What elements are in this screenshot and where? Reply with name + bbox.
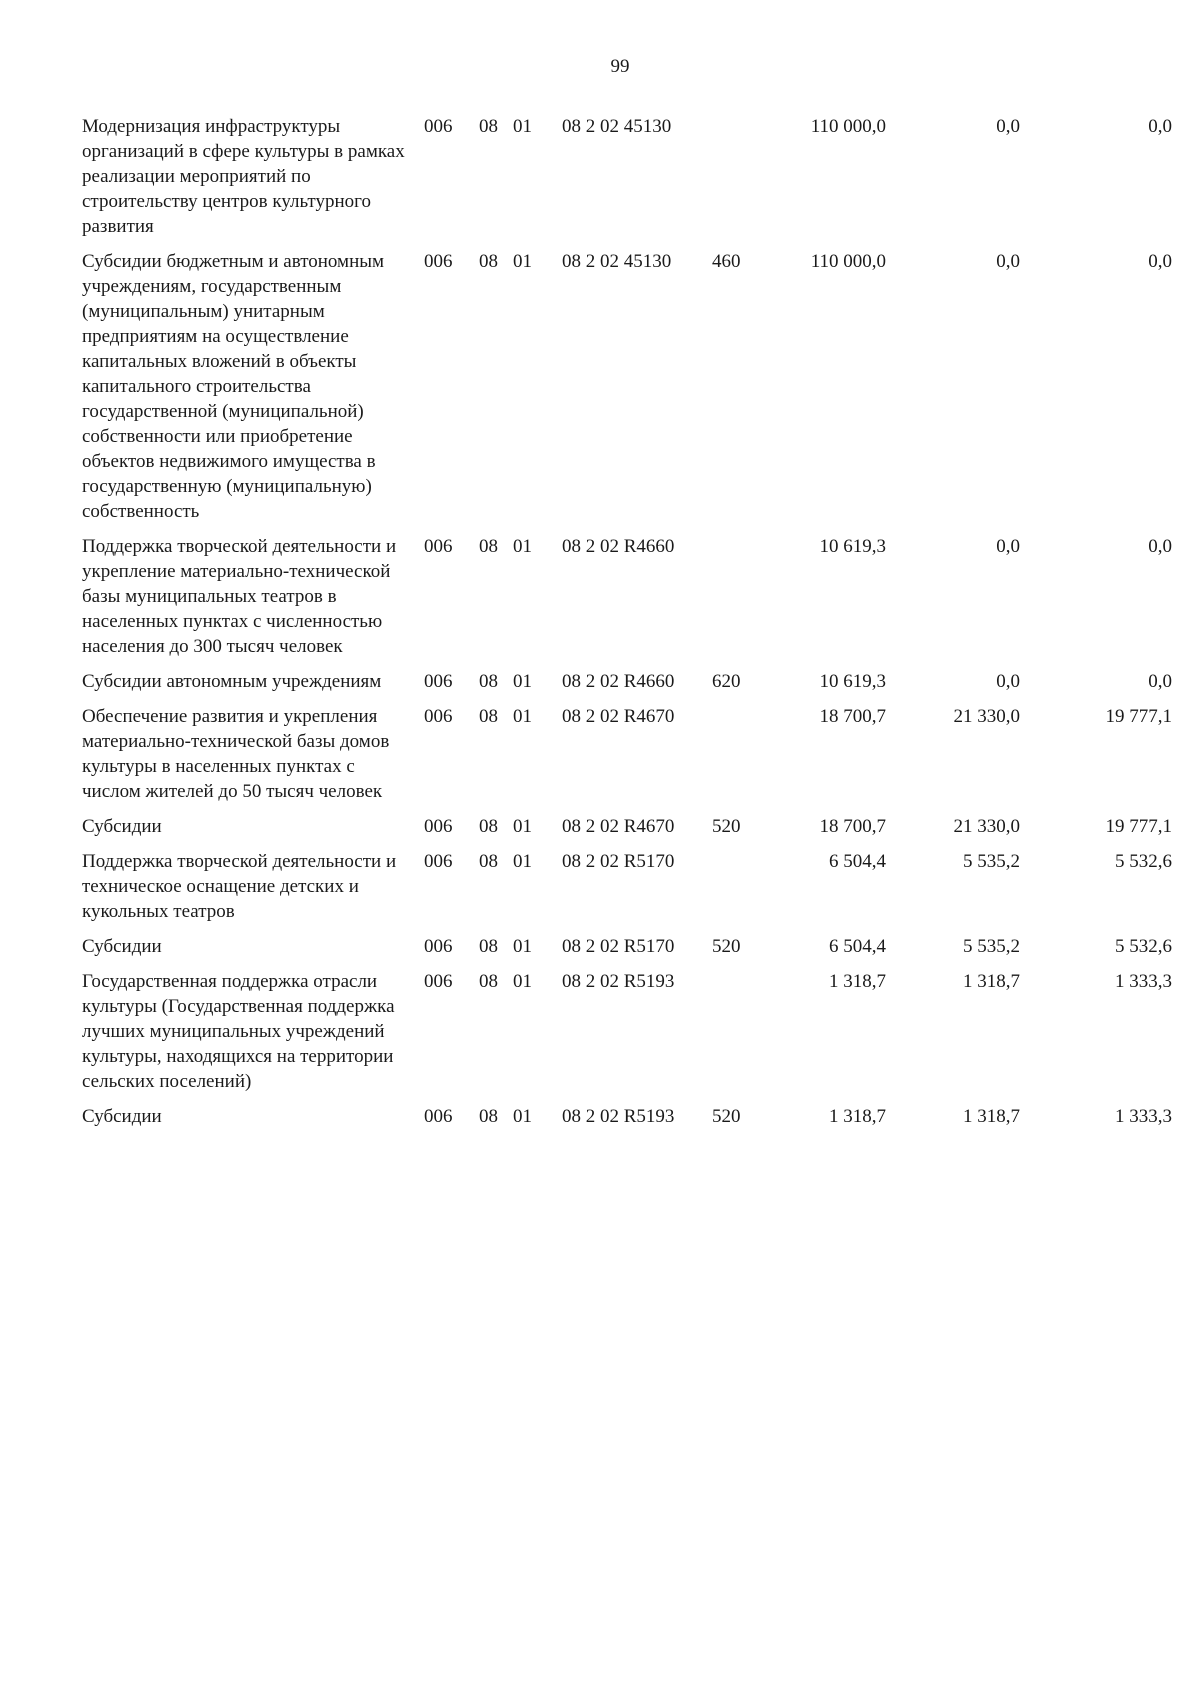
budget-table [82,112,1172,1137]
amount-year-2: 0,0 [996,671,1020,692]
expense-type-code: 520 [712,816,741,837]
expense-type-code: 520 [712,1106,741,1127]
amount-year-2: 21 330,0 [953,816,1020,837]
amount-year-3: 5 532,6 [1115,851,1172,872]
subsection-code: 01 [513,706,532,727]
target-article-code: 08 2 02 45130 [562,116,672,137]
table-row [82,932,1172,959]
admin-code: 006 [424,671,453,692]
row-name: Государственная поддержка отрасли культуры (Государственная поддержка лучших муниципальных учреждений культуры, находящихся на территории сельских поселений) [82,971,395,1092]
amount-year-3: 0,0 [1148,536,1172,557]
amount-year-1: 110 000,0 [810,116,886,137]
section-code: 08 [479,251,498,272]
table-row [82,1102,1172,1129]
amount-year-2: 5 535,2 [963,936,1020,957]
section-code: 08 [479,116,498,137]
amount-year-2: 0,0 [996,116,1020,137]
amount-year-3: 0,0 [1148,116,1172,137]
expense-type-code: 620 [712,671,741,692]
table-row [82,112,1172,239]
page-number: 99 [610,56,630,77]
amount-year-3: 0,0 [1148,251,1172,272]
target-article-code: 08 2 02 R4660 [562,671,675,692]
subsection-code: 01 [513,1106,532,1127]
amount-year-1: 18 700,7 [819,706,886,727]
table-row [82,667,1172,694]
row-name: Субсидии [82,1106,162,1127]
section-code: 08 [479,971,498,992]
section-code: 08 [479,851,498,872]
section-code: 08 [479,536,498,557]
table-row [82,702,1172,804]
section-code: 08 [479,706,498,727]
table-row [82,847,1172,924]
row-name: Субсидии бюджетным и автономным учреждениям, государственным (муниципальным) унитарным предприятиям на осуществление капитальных вложений в объекты капитального строительства государственной (муниципальной) собственности или приобретение объектов недвижимого имущества в государственную (муниципальную) собственность [82,251,385,522]
target-article-code: 08 2 02 R5170 [562,851,675,872]
amount-year-3: 0,0 [1148,671,1172,692]
subsection-code: 01 [513,116,532,137]
target-article-code: 08 2 02 R4660 [562,536,675,557]
amount-year-1: 1 318,7 [829,1106,886,1127]
amount-year-1: 1 318,7 [829,971,886,992]
table-row [82,247,1172,524]
subsection-code: 01 [513,936,532,957]
admin-code: 006 [424,251,453,272]
amount-year-2: 5 535,2 [963,851,1020,872]
section-code: 08 [479,816,498,837]
amount-year-3: 1 333,3 [1115,1106,1172,1127]
amount-year-3: 1 333,3 [1115,971,1172,992]
admin-code: 006 [424,816,453,837]
amount-year-1: 18 700,7 [819,816,886,837]
subsection-code: 01 [513,251,532,272]
admin-code: 006 [424,706,453,727]
section-code: 08 [479,1106,498,1127]
admin-code: 006 [424,851,453,872]
section-code: 08 [479,936,498,957]
subsection-code: 01 [513,671,532,692]
subsection-code: 01 [513,816,532,837]
amount-year-2: 0,0 [996,251,1020,272]
row-name: Поддержка творческой деятельности и укрепление материально-технической базы муниципальных театров в населенных пунктах с численностью населения до 300 тысяч человек [82,536,397,657]
target-article-code: 08 2 02 R5193 [562,1106,675,1127]
subsection-code: 01 [513,851,532,872]
section-code: 08 [479,671,498,692]
amount-year-3: 19 777,1 [1105,816,1172,837]
target-article-code: 08 2 02 R5170 [562,936,675,957]
amount-year-1: 10 619,3 [819,536,886,557]
row-name: Поддержка творческой деятельности и техническое оснащение детских и кукольных театров [82,851,397,922]
admin-code: 006 [424,536,453,557]
expense-type-code: 460 [712,251,741,272]
amount-year-3: 5 532,6 [1115,936,1172,957]
amount-year-2: 1 318,7 [963,1106,1020,1127]
row-name: Субсидии [82,936,162,957]
target-article-code: 08 2 02 45130 [562,251,672,272]
table-row [82,967,1172,1094]
amount-year-1: 10 619,3 [819,671,886,692]
amount-year-3: 19 777,1 [1105,706,1172,727]
amount-year-2: 1 318,7 [963,971,1020,992]
row-name: Субсидии [82,816,162,837]
expense-type-code: 520 [712,936,741,957]
subsection-code: 01 [513,971,532,992]
row-name: Модернизация инфраструктуры организаций в сфере культуры в рамках реализации мероприятий по строительству центров культурного развития [82,116,405,237]
amount-year-1: 110 000,0 [810,251,886,272]
row-name: Субсидии автономным учреждениям [82,671,382,692]
target-article-code: 08 2 02 R4670 [562,816,675,837]
target-article-code: 08 2 02 R4670 [562,706,675,727]
row-name: Обеспечение развития и укрепления материально-технической базы домов культуры в населенных пунктах с числом жителей до 50 тысяч человек [82,706,390,802]
subsection-code: 01 [513,536,532,557]
table-row [82,812,1172,839]
target-article-code: 08 2 02 R5193 [562,971,675,992]
amount-year-2: 0,0 [996,536,1020,557]
admin-code: 006 [424,936,453,957]
amount-year-2: 21 330,0 [953,706,1020,727]
amount-year-1: 6 504,4 [829,851,886,872]
admin-code: 006 [424,1106,453,1127]
table-row [82,532,1172,659]
admin-code: 006 [424,116,453,137]
amount-year-1: 6 504,4 [829,936,886,957]
admin-code: 006 [424,971,453,992]
